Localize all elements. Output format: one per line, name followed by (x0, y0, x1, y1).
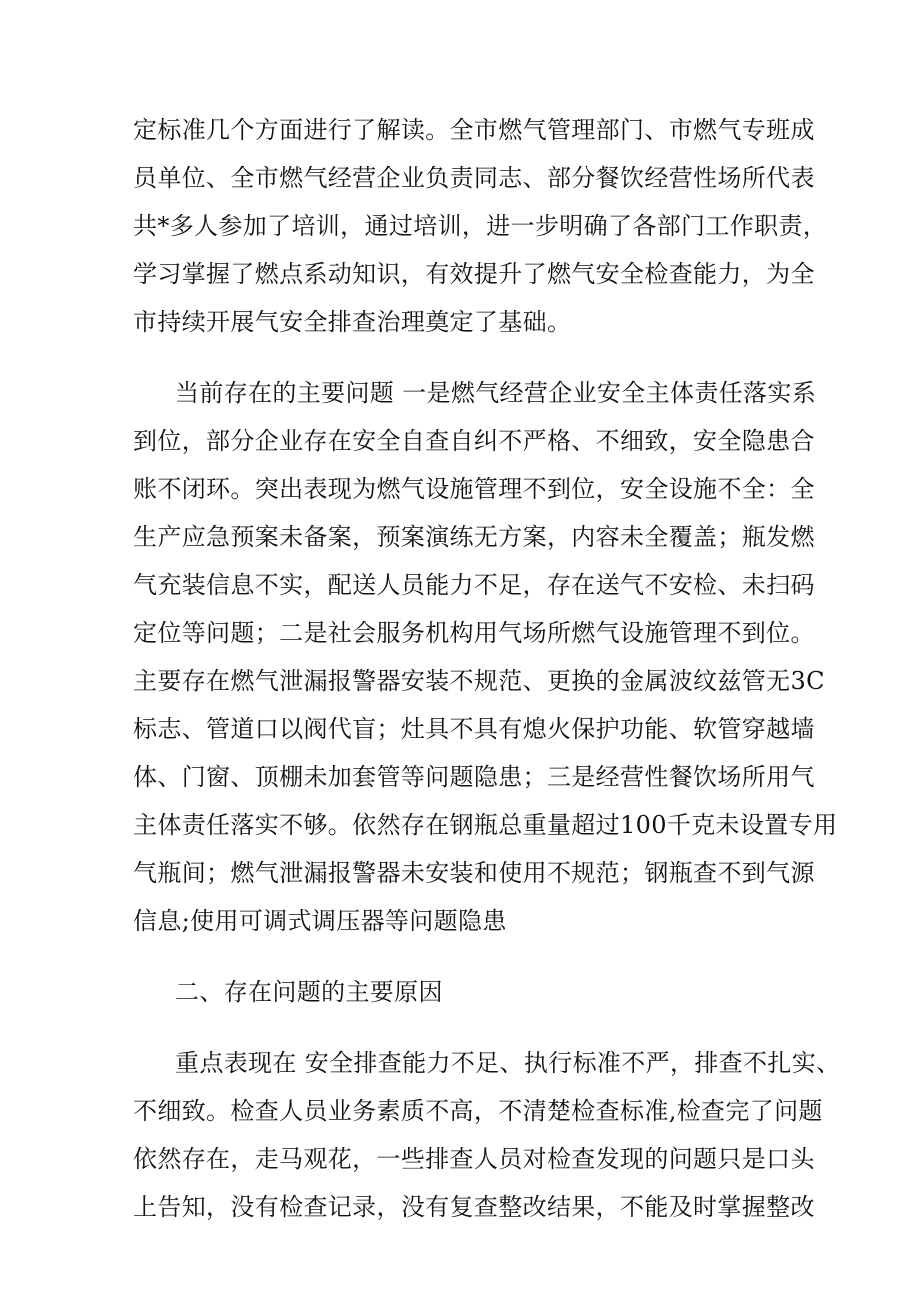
text-line: 依然存在，走马观花，一些排查人员对检查发现的问题只是口头 (133, 1145, 815, 1173)
section-heading: 二、存在问题的主要原因 (175, 978, 443, 1006)
text-line: 重点表现在 安全排查能力不足、执行标准不严，排查不扎实、 (175, 1049, 841, 1077)
text-line: 上告知，没有检查记录，没有复查整改结果，不能及时掌握整改 (133, 1193, 815, 1221)
document-body (133, 106, 841, 1231)
text-line: 体、门窗、顶棚未加套管等问题隐患；三是经营性餐饮场所用气 (133, 763, 815, 791)
paragraph-training-summary (133, 106, 828, 346)
text-line: 生产应急预案未备案，预案演练无方案，内容未全覆盖；瓶发燃 (133, 523, 815, 551)
text-line: 学习掌握了燃点系动知识，有效提升了燃气安全检查能力，为全 (133, 260, 815, 288)
text-line: 市持续开展气安全排查治理奠定了基础。 (133, 308, 572, 336)
paragraph-gap (133, 1016, 793, 1039)
text-line: 主要存在燃气泄漏报警器安装不规范、更换的金属波纹兹管无3C (133, 667, 825, 695)
text-line: 不细致。检查人员业务素质不高，不清楚检查标准,检查完了问题 (133, 1097, 823, 1125)
text-line: 共*多人参加了培训，通过培训，进一步明确了各部门工作职责， (133, 212, 828, 240)
paragraph-main-problems (133, 369, 838, 945)
text-line: 定位等问题；二是社会服务机构用气场所燃气设施管理不到位。 (133, 619, 815, 647)
paragraph-main-causes (133, 1039, 841, 1231)
text-line: 员单位、全市燃气经营企业负责同志、部分餐饮经营性场所代表 (133, 164, 815, 192)
paragraph-gap (133, 346, 793, 369)
text-line: 气瓶间；燃气泄漏报警器未安装和使用不规范；钢瓶查不到气源 (133, 859, 815, 887)
paragraph-gap (133, 945, 793, 968)
text-line: 账不闭环。突出表现为燃气设施管理不到位，安全设施不全：全 (133, 475, 815, 503)
text-line: 主体责任落实不够。依然存在钢瓶总重量超过100千克未设置专用 (133, 811, 838, 839)
text-line: 标志、管道口以阀代盲；灶具不具有熄火保护功能、软管穿越墙 (133, 715, 815, 743)
text-line: 定标准几个方面进行了解读。全市燃气管理部门、市燃气专班成 (133, 116, 815, 144)
text-line: 到位，部分企业存在安全自查自纠不严格、不细致，安全隐患合 (133, 427, 815, 455)
text-line: 当前存在的主要问题 一是燃气经营企业安全主体责任落实系 (175, 379, 817, 407)
text-line: 气充装信息不实，配送人员能力不足，存在送气不安检、未扫码 (133, 571, 815, 599)
text-line: 信息;使用可调式调压器等问题隐患 (133, 907, 507, 935)
